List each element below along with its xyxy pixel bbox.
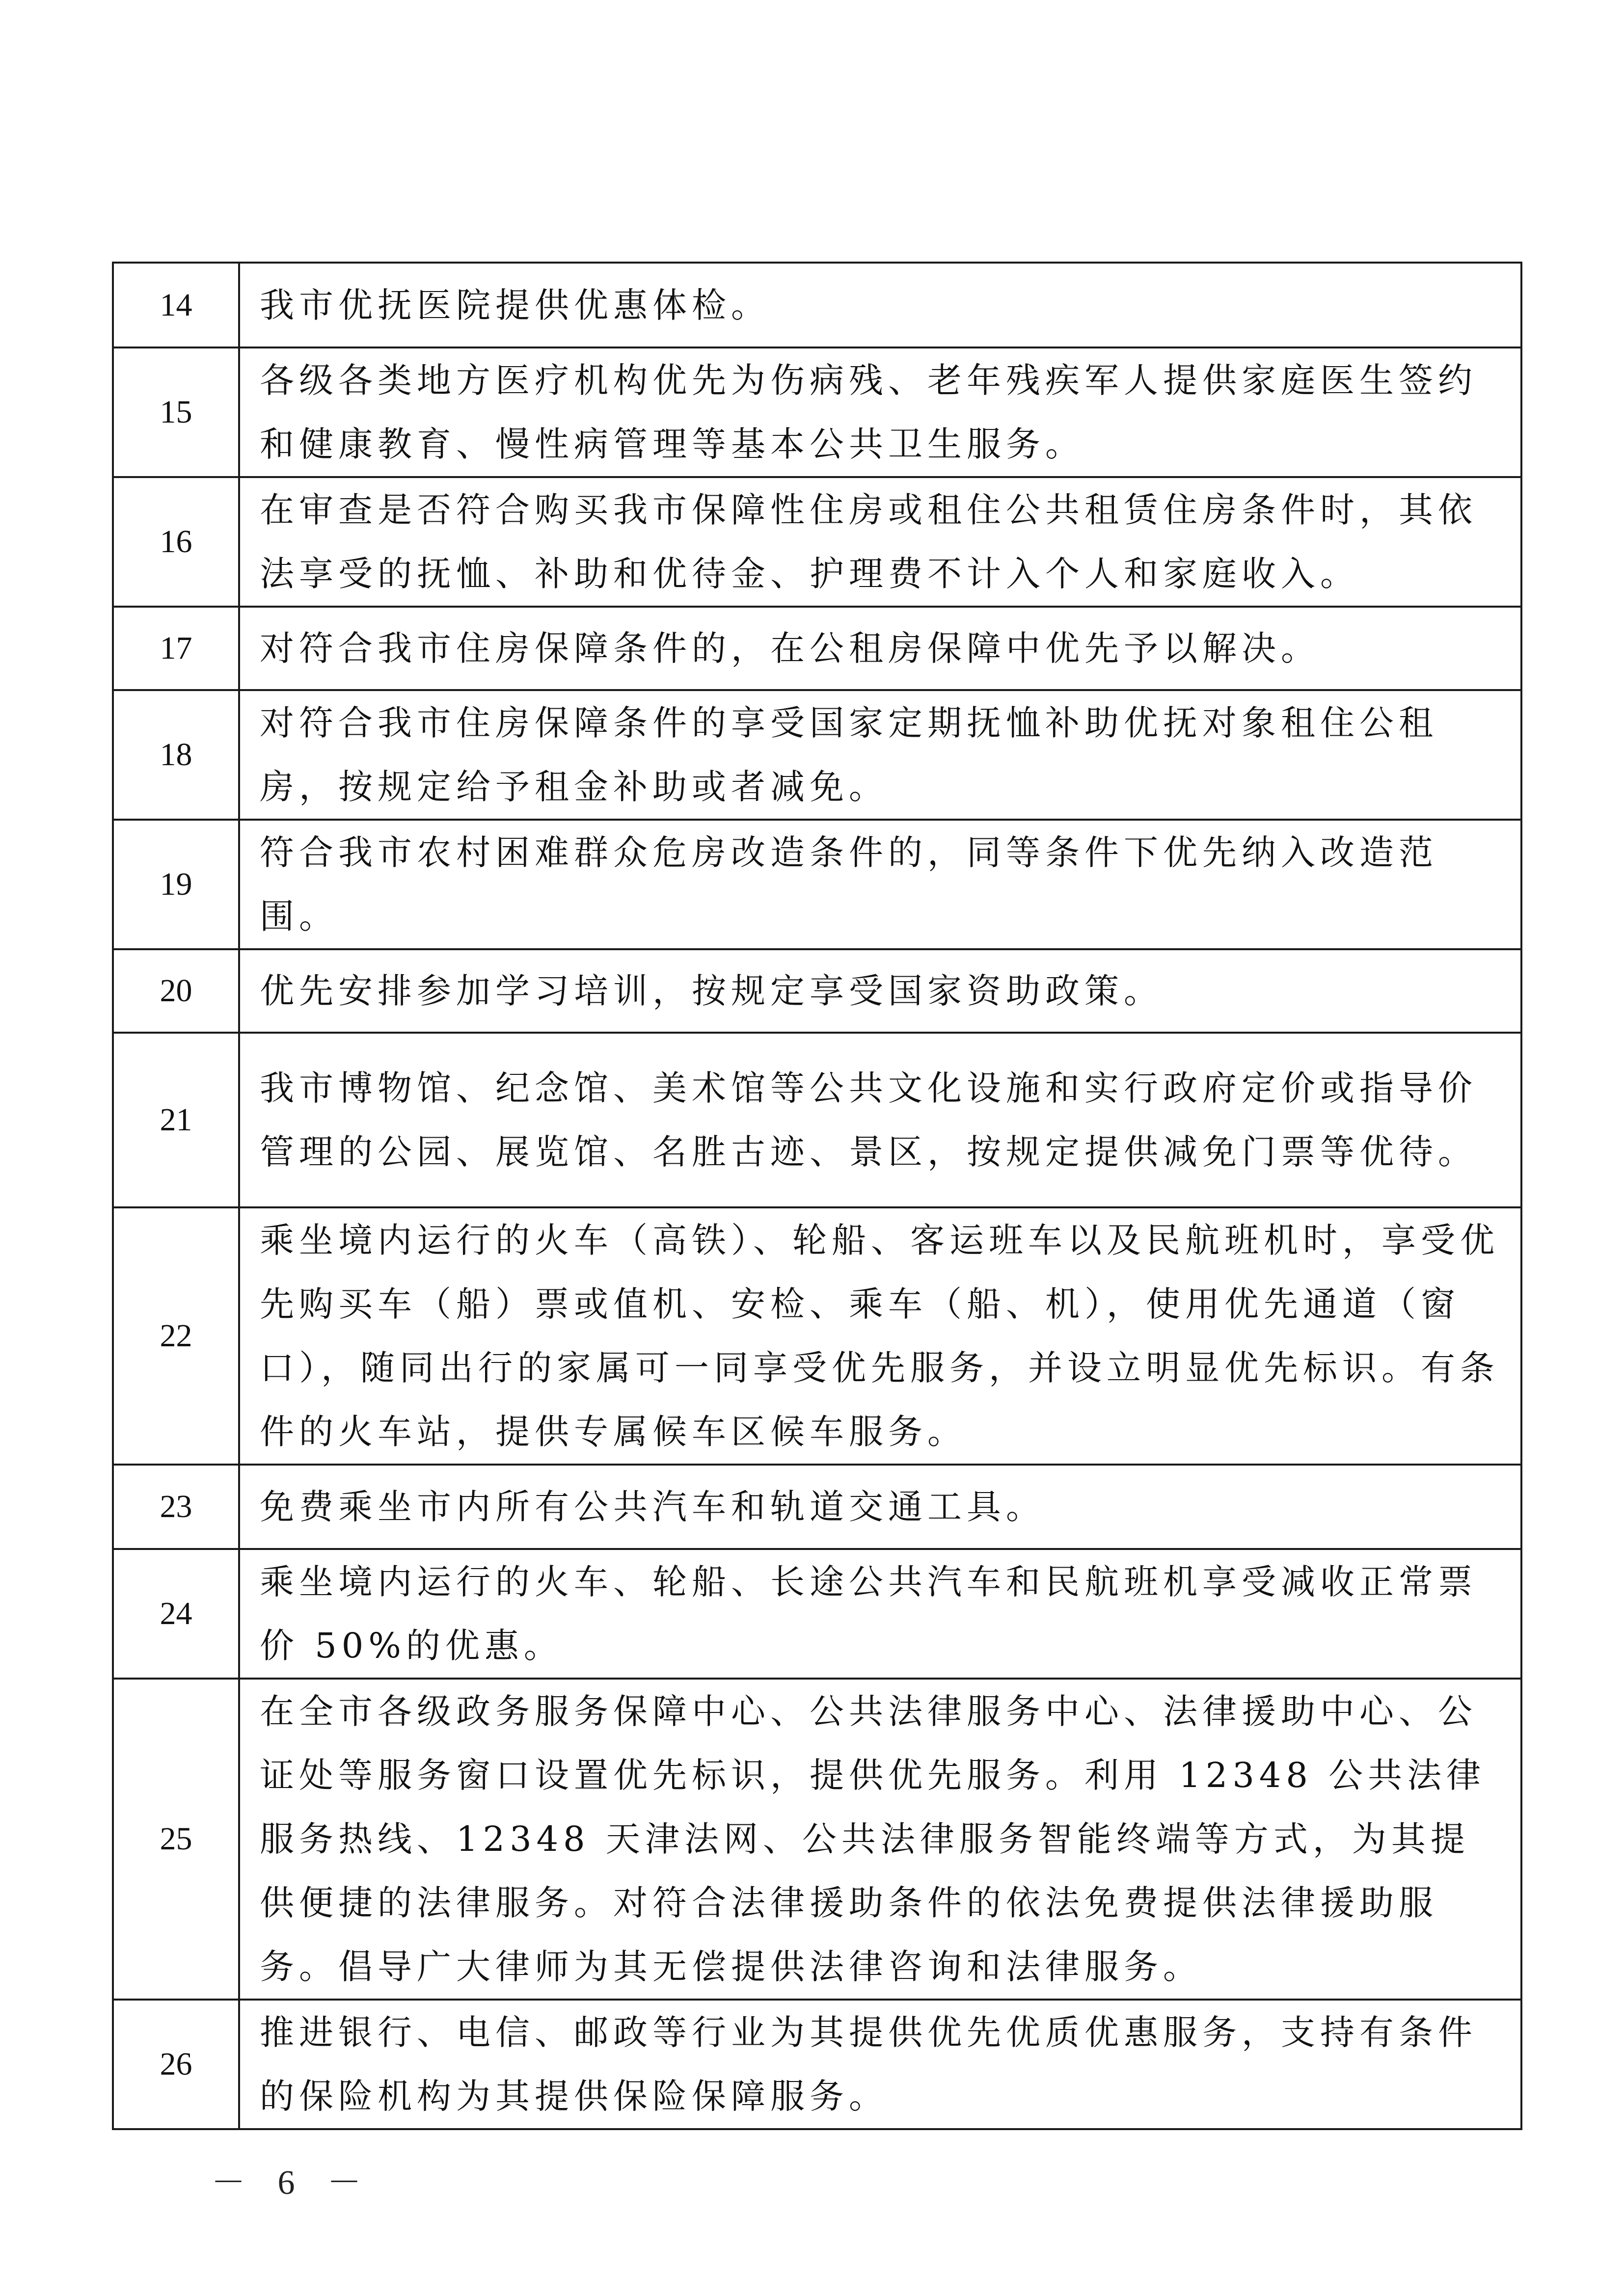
row-text-content: 乘坐境内运行的火车（高铁）、轮船、客运班车以及民航班机时，享受优先购买车（船）票或值机、安检、乘车（船、机），使用优先通道（窗口），随同出行的家属可一同享受优先服务，并设立明显优先标识。有条件的火车站，提供专属候车区候车服务。 [260, 1220, 1499, 1452]
row-text-content: 符合我市农村困难群众危房改造条件的，同等条件下优先纳入改造范围。 [260, 832, 1438, 936]
row-text [239, 1679, 1521, 2000]
row-number: 26 [113, 2000, 239, 2129]
row-text [239, 263, 1521, 347]
row-text [239, 1465, 1521, 1549]
row-text [239, 1033, 1521, 1207]
table-row [113, 820, 1521, 949]
row-number: 14 [113, 263, 239, 347]
table-row [113, 1207, 1521, 1465]
row-text [239, 2000, 1521, 2129]
row-number: 20 [113, 949, 239, 1033]
row-number: 19 [113, 820, 239, 949]
table-row [113, 949, 1521, 1033]
page-number: － 6 － [211, 2164, 373, 2202]
row-number: 22 [113, 1207, 239, 1465]
row-number: 15 [113, 347, 239, 477]
row-text-content: 对符合我市住房保障条件的享受国家定期抚恤补助优抚对象租住公租房，按规定给予租金补助或者减免。 [260, 703, 1438, 807]
table-row [113, 1549, 1521, 1679]
row-text-content: 推进银行、电信、邮政等行业为其提供优先优质优惠服务，支持有条件的保险机构为其提供保险保障服务。 [260, 2012, 1477, 2116]
table-row [113, 263, 1521, 347]
row-text-content: 在全市各级政务服务保障中心、公共法律服务中心、法律援助中心、公证处等服务窗口设置优先标识，提供优先服务。利用 12348 公共法律服务热线、12348 天津法网、公共法律服务智能终端等方式，为其提供便捷的法律服务。对符合法律援助条件的依法免费提供法律援助服务。倡导广大律师为其无偿提供法律咨询和法律服务。 [260, 1691, 1486, 1987]
row-number: 18 [113, 690, 239, 820]
table-row [113, 2000, 1521, 2129]
table-row [113, 1679, 1521, 2000]
row-text [239, 820, 1521, 949]
row-number: 24 [113, 1549, 239, 1679]
table-row [113, 607, 1521, 690]
row-text [239, 607, 1521, 690]
row-text [239, 1207, 1521, 1465]
row-number: 21 [113, 1033, 239, 1207]
row-text [239, 477, 1521, 607]
row-text [239, 690, 1521, 820]
row-text-content: 免费乘坐市内所有公共汽车和轨道交通工具。 [260, 1487, 1045, 1527]
row-text-content: 我市优抚医院提供优惠体检。 [260, 285, 770, 325]
row-number: 16 [113, 477, 239, 607]
row-text-content: 乘坐境内运行的火车、轮船、长途公共汽车和民航班机享受减收正常票价 50%的优惠。 [260, 1562, 1477, 1666]
row-text-content: 我市博物馆、纪念馆、美术馆等公共文化设施和实行政府定价或指导价管理的公园、展览馆、名胜古迹、景区，按规定提供减免门票等优待。 [260, 1068, 1477, 1172]
row-text-content: 在审查是否符合购买我市保障性住房或租住公共租赁住房条件时，其依法享受的抚恤、补助和优待金、护理费不计入个人和家庭收入。 [260, 490, 1477, 594]
table-row [113, 347, 1521, 477]
table-row [113, 690, 1521, 820]
row-number: 23 [113, 1465, 239, 1549]
row-text-content: 对符合我市住房保障条件的，在公租房保障中优先予以解决。 [260, 628, 1320, 668]
table-row [113, 1465, 1521, 1549]
row-text [239, 347, 1521, 477]
policy-table [112, 262, 1522, 2130]
row-text [239, 949, 1521, 1033]
row-text-content: 优先安排参加学习培训，按规定享受国家资助政策。 [260, 971, 1163, 1011]
row-text-content: 各级各类地方医疗机构优先为伤病残、老年残疾军人提供家庭医生签约和健康教育、慢性病管理等基本公共卫生服务。 [260, 360, 1477, 464]
row-text [239, 1549, 1521, 1679]
row-number: 17 [113, 607, 239, 690]
row-number: 25 [113, 1679, 239, 2000]
table-row [113, 477, 1521, 607]
table-row [113, 1033, 1521, 1207]
